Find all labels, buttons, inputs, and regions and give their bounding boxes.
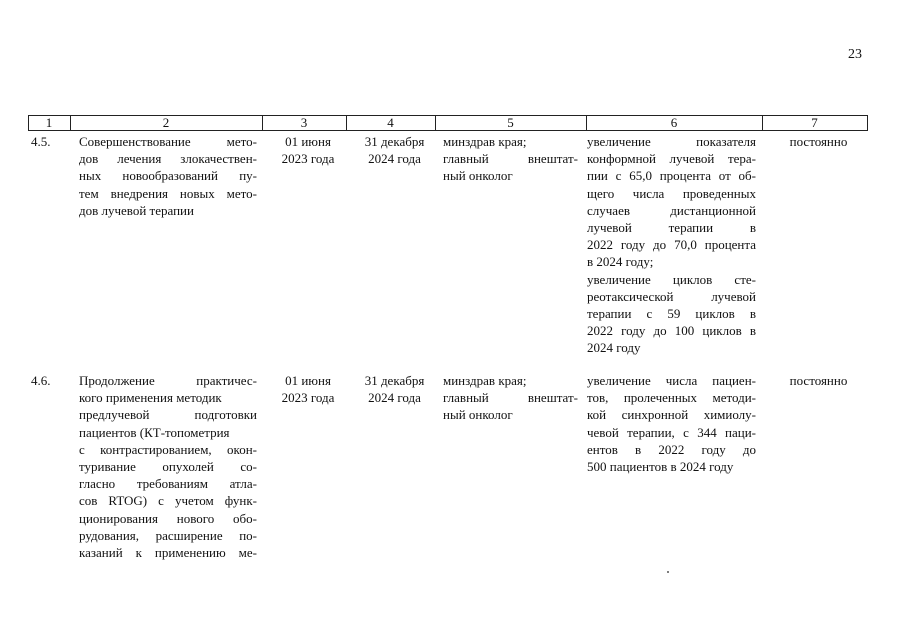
table-header-row bbox=[28, 115, 868, 131]
activity-description: Совершенствование мето- дов лечения злокачествен- ных новообразований пу- тем внедрения новых мето- дов лучевой терапии bbox=[79, 134, 257, 218]
column-header-4: 4 bbox=[387, 115, 394, 130]
expected-result: увеличение числа пациен- тов, пролеченных методи- кой синхронной химиолу- чевой терапии, с 344 паци- ентов в 2022 году до 500 пациентов в 2024 году bbox=[587, 373, 756, 475]
column-header-1: 1 bbox=[45, 115, 53, 130]
end-date: 31 декабря 2024 года bbox=[364, 134, 425, 167]
column-header-7: 7 bbox=[811, 115, 818, 130]
page-number: 23 bbox=[848, 47, 862, 62]
row-number: 4.6. bbox=[31, 373, 51, 388]
periodicity: постоянно bbox=[789, 373, 848, 388]
end-date: 31 декабря 2024 года bbox=[364, 373, 425, 406]
column-header-2: 2 bbox=[162, 115, 170, 130]
row-number: 4.5. bbox=[31, 134, 51, 149]
start-date: 01 июня 2023 года bbox=[281, 134, 335, 167]
start-date: 01 июня 2023 года bbox=[281, 373, 335, 406]
responsible-executor: минздрав края; главный внештат- ный онколог bbox=[443, 134, 578, 184]
periodicity: постоянно bbox=[789, 134, 848, 149]
column-header-5: 5 bbox=[507, 115, 514, 130]
column-header-3: 3 bbox=[300, 115, 308, 130]
expected-result: увеличение показателя конформной лучевой тера- пии с 65,0 процента от об- щего числа проведенных случаев дистанционной лучевой терапии в 2022 году до 70,0 процента в 2024 году; увеличение циклов сте- реотаксической лучевой терапии с 59 циклов в 2022 году до 100 циклов в 2024 году bbox=[587, 134, 756, 356]
responsible-executor: минздрав края; главный внештат- ный онколог bbox=[443, 373, 578, 423]
column-header-6: 6 bbox=[670, 115, 678, 130]
scan-speck bbox=[667, 571, 669, 573]
activity-description: Продолжение практичес- кого применения методик предлучевой подготовки пациентов (КТ-топометрия с контрастированием, окон- туривание опухолей со- гласно требованиям атла- сов RTOG) с учетом функ- ционирования нового обо- рудования, расширение по- казаний к применению ме- bbox=[79, 373, 257, 561]
